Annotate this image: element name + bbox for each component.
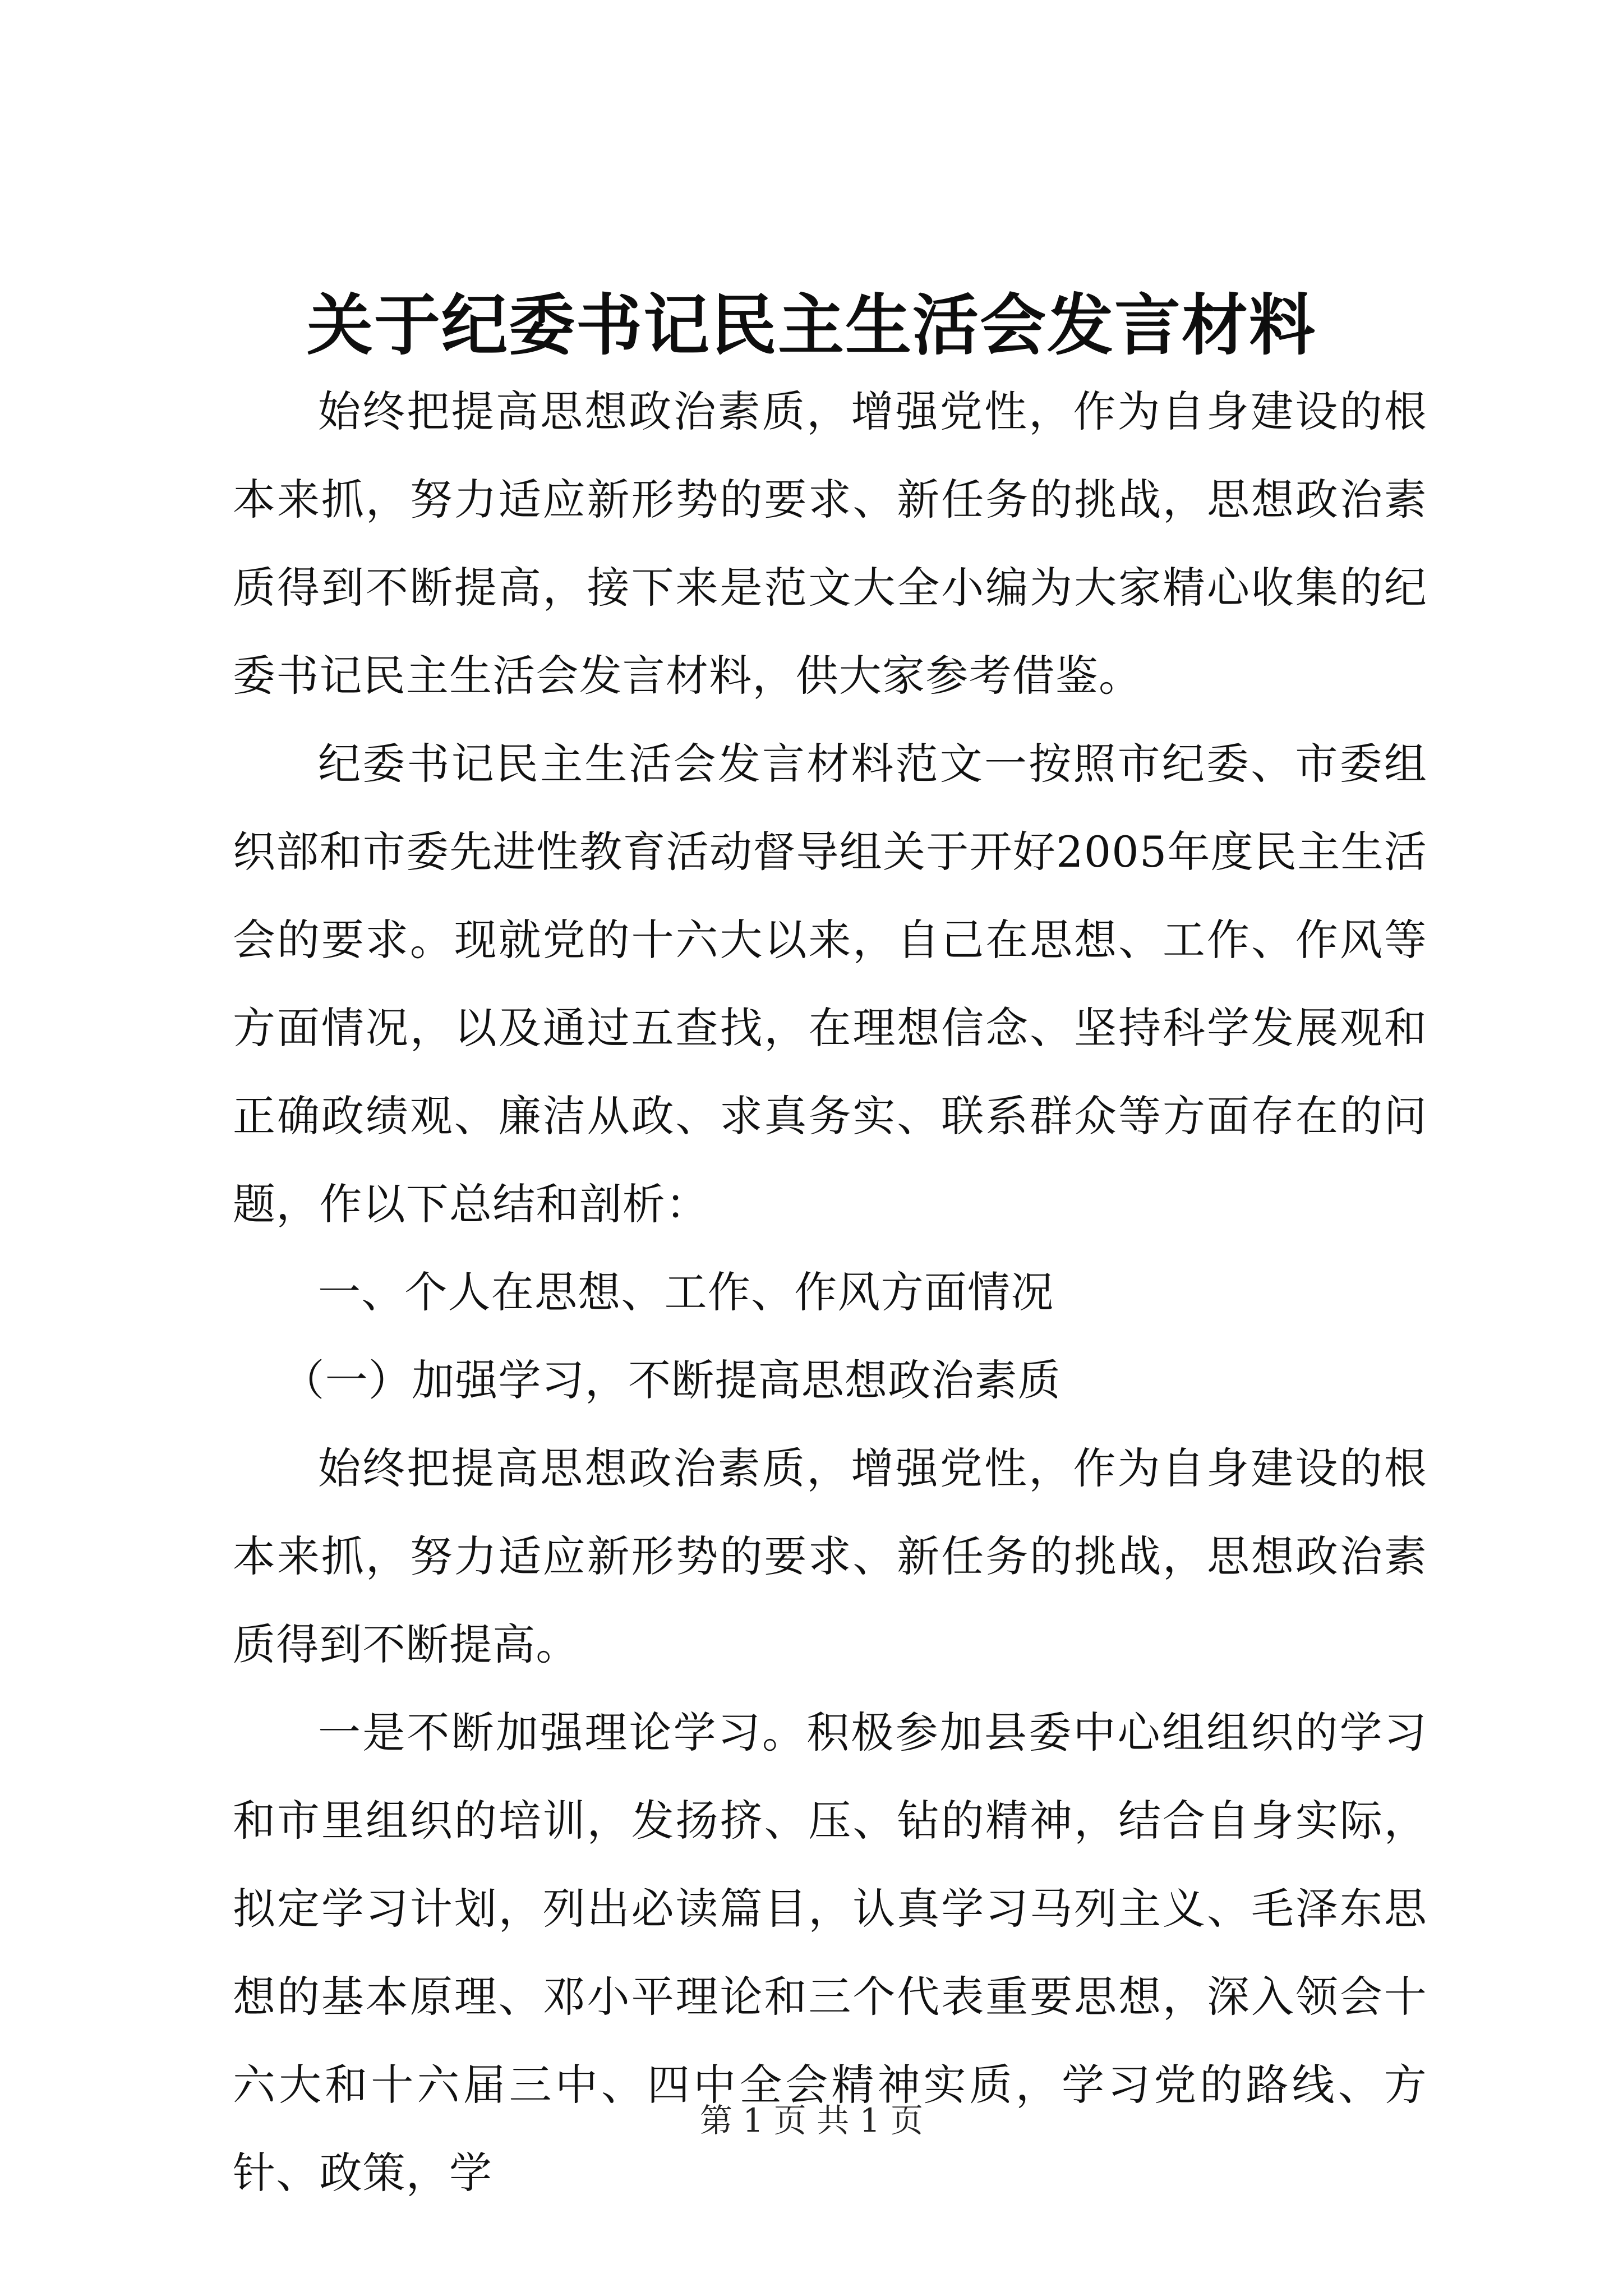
section-heading: 一、个人在思想、工作、作风方面情况 bbox=[318, 1267, 1054, 1317]
page-footer: 第 1 页 共 1 页 bbox=[700, 2101, 923, 2139]
paragraph-theory: 一是不断加强理论学习。积极参加县委中心组组织的学习和市里组织的培训，发扬挤、压、钻的精神，结合自身实际，拟定学习计划，列出必读篇目，认真学习马列主义、毛泽东思想的基本原理、邓小平理论和三个代表重要思想，深入领会十六大和十六届三中、四中全会精神实质，学习党的路线、方针、政策，学 bbox=[233, 1708, 1427, 2198]
document-body bbox=[233, 367, 1427, 2217]
paragraph-study: 始终把提高思想政治素质，增强党性，作为自身建设的根本来抓，努力适应新形势的要求、新任务的挑战，思想政治素质得到不断提高。 bbox=[233, 1443, 1427, 1669]
document-title: 关于纪委书记民主生活会发言材料 bbox=[306, 286, 1316, 364]
paragraph-sample-one: 纪委书记民主生活会发言材料范文一按照市纪委、市委组织部和市委先进性教育活动督导组关于开好2005年度民主生活会的要求。现就党的十六大以来，自己在思想、工作、作风等方面情况，以及通过五查找，在理想信念、坚持科学发展观和正确政绩观、廉洁从政、求真务实、联系群众等方面存在的问题，作以下总结和剖析： bbox=[233, 739, 1427, 1229]
subsection-heading: （一）加强学习，不断提高思想政治素质 bbox=[282, 1355, 1061, 1405]
paragraph-intro: 始终把提高思想政治素质，增强党性，作为自身建设的根本来抓，努力适应新形势的要求、新任务的挑战，思想政治素质得到不断提高，接下来是范文大全小编为大家精心收集的纪委书记民主生活会发言材料，供大家参考借鉴。 bbox=[233, 386, 1427, 701]
